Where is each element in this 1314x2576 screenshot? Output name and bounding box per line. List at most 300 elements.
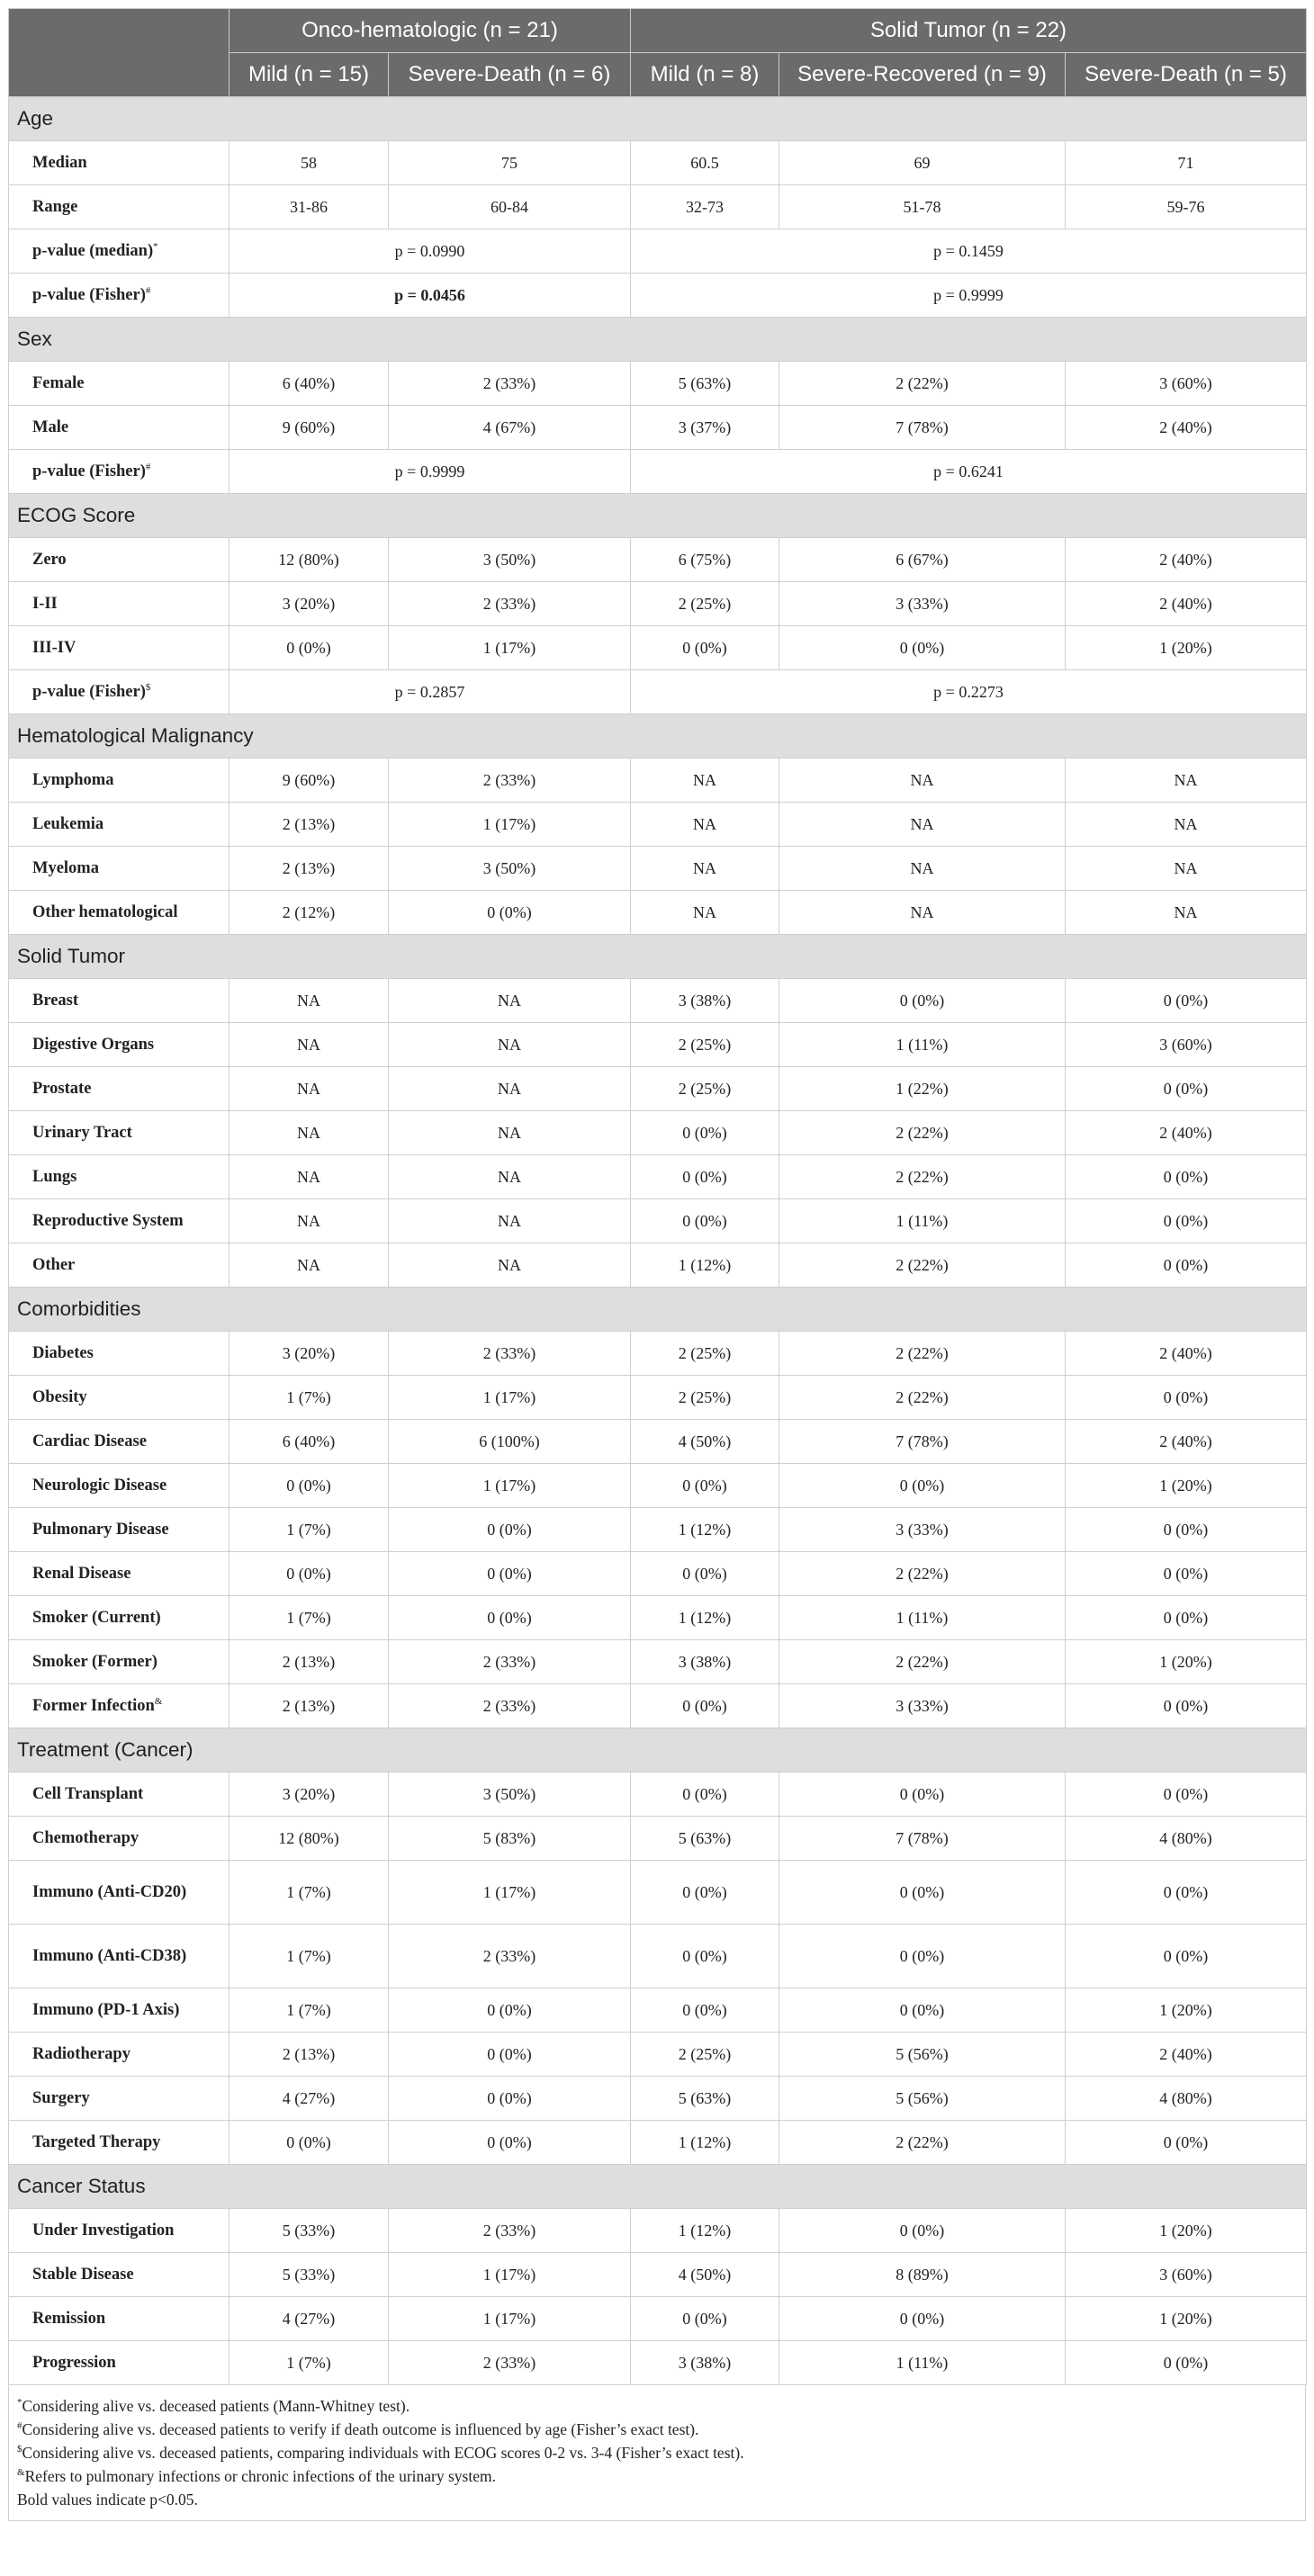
column-header: Severe-Death (n = 5) <box>1066 53 1307 97</box>
table-cell: 2 (33%) <box>389 2341 631 2385</box>
table-cell: 0 (0%) <box>1066 979 1307 1023</box>
row-label-text: Immuno (Anti-CD20) <box>32 1882 187 1901</box>
row-label <box>9 582 230 626</box>
table-cell: 3 (50%) <box>389 538 631 582</box>
row-label-text: Renal Disease <box>32 1564 131 1583</box>
table-cell: 0 (0%) <box>1066 1067 1307 1111</box>
table-cell: 6 (40%) <box>230 1420 389 1464</box>
row-label <box>9 229 230 274</box>
table-cell: 0 (0%) <box>1066 1773 1307 1817</box>
table-cell: 3 (37%) <box>631 406 779 450</box>
table-cell: 2 (22%) <box>779 2121 1066 2165</box>
table-row <box>9 1773 1307 1817</box>
table-cell: 1 (20%) <box>1066 2297 1307 2341</box>
row-label <box>9 185 230 229</box>
table-cell: 0 (0%) <box>779 2209 1066 2253</box>
table-cell: 5 (63%) <box>631 1817 779 1861</box>
row-label-text: Male <box>32 417 69 436</box>
table-cell: 2 (33%) <box>389 582 631 626</box>
table-cell: 2 (22%) <box>779 1243 1066 1288</box>
table-row <box>9 406 1307 450</box>
table-cell: 1 (7%) <box>230 1376 389 1420</box>
row-label <box>9 1988 230 2033</box>
table-cell: 2 (40%) <box>1066 1111 1307 1155</box>
table-row <box>9 2209 1307 2253</box>
table-cell: 3 (60%) <box>1066 2253 1307 2297</box>
row-label-text: Former Infection <box>32 1696 155 1715</box>
row-label <box>9 450 230 494</box>
data-table-container <box>8 8 1306 2521</box>
corner-cell <box>9 9 230 97</box>
table-cell: 2 (25%) <box>631 1067 779 1111</box>
table-cell: 1 (11%) <box>779 2341 1066 2385</box>
table-cell: 1 (12%) <box>631 2121 779 2165</box>
table-cell: 0 (0%) <box>631 1861 779 1925</box>
table-cell: 1 (7%) <box>230 1925 389 1988</box>
pvalue-solid: p = 0.2273 <box>631 670 1307 714</box>
table-cell: 1 (20%) <box>1066 2209 1307 2253</box>
table-cell: 2 (40%) <box>1066 538 1307 582</box>
row-label-text: p-value (Fisher) <box>32 462 146 480</box>
table-row <box>9 891 1307 935</box>
footnote-marker: & <box>17 2467 25 2479</box>
table-cell: 1 (11%) <box>779 1199 1066 1243</box>
table-cell: 2 (13%) <box>230 1684 389 1728</box>
table-row <box>9 1684 1307 1728</box>
row-label <box>9 1640 230 1684</box>
footnote-marker: * <box>153 240 158 252</box>
section-header-row <box>9 1728 1307 1773</box>
table-row <box>9 1067 1307 1111</box>
table-cell: 3 (38%) <box>631 1640 779 1684</box>
table-row <box>9 1464 1307 1508</box>
table-cell: 60-84 <box>389 185 631 229</box>
table-cell: 3 (50%) <box>389 1773 631 1817</box>
table-cell: 3 (38%) <box>631 979 779 1023</box>
table-cell: 6 (67%) <box>779 538 1066 582</box>
table-cell: 1 (7%) <box>230 1988 389 2033</box>
pvalue-onco: p = 0.0456 <box>230 274 631 318</box>
row-label-text: Lymphoma <box>32 770 114 789</box>
table-cell: 7 (78%) <box>779 1420 1066 1464</box>
row-label <box>9 1817 230 1861</box>
row-label-text: Other <box>32 1255 76 1274</box>
pvalue-solid: p = 0.1459 <box>631 229 1307 274</box>
row-label-text: Chemotherapy <box>32 1828 140 1847</box>
table-cell: 1 (7%) <box>230 1861 389 1925</box>
row-label-text: Female <box>32 373 85 392</box>
table-cell: 1 (20%) <box>1066 626 1307 670</box>
table-cell: 0 (0%) <box>631 626 779 670</box>
table-cell: 3 (20%) <box>230 1332 389 1376</box>
table-cell: 12 (80%) <box>230 538 389 582</box>
row-label <box>9 1111 230 1155</box>
table-cell: 2 (13%) <box>230 803 389 847</box>
table-cell: 0 (0%) <box>389 891 631 935</box>
row-label <box>9 758 230 803</box>
row-label-text: Range <box>32 197 78 216</box>
table-cell: NA <box>1066 758 1307 803</box>
table-cell: 1 (7%) <box>230 2341 389 2385</box>
table-cell: 2 (22%) <box>779 1111 1066 1155</box>
row-label-text: Obesity <box>32 1387 87 1406</box>
table-cell: 2 (25%) <box>631 1023 779 1067</box>
section-title: Treatment (Cancer) <box>9 1728 1307 1773</box>
row-label <box>9 362 230 406</box>
table-cell: 0 (0%) <box>389 2077 631 2121</box>
group-header-solid: Solid Tumor (n = 22) <box>631 9 1307 53</box>
table-cell: 2 (13%) <box>230 2033 389 2077</box>
table-row <box>9 1111 1307 1155</box>
row-label-text: Immuno (Anti-CD38) <box>32 1946 187 1965</box>
row-label-text: Targeted Therapy <box>32 2132 161 2151</box>
row-label <box>9 1684 230 1728</box>
section-header-row <box>9 2165 1307 2209</box>
row-label <box>9 2209 230 2253</box>
table-cell: 0 (0%) <box>779 1988 1066 2033</box>
table-cell: 4 (27%) <box>230 2077 389 2121</box>
table-cell: 0 (0%) <box>389 1988 631 2033</box>
section-title: Age <box>9 97 1307 141</box>
table-cell: 0 (0%) <box>631 1111 779 1155</box>
row-label-text: p-value (median) <box>32 241 154 260</box>
row-label-text: Diabetes <box>32 1343 94 1362</box>
table-cell: 3 (33%) <box>779 1508 1066 1552</box>
table-row <box>9 538 1307 582</box>
table-cell: 4 (50%) <box>631 1420 779 1464</box>
section-title: Hematological Malignancy <box>9 714 1307 758</box>
table-cell: 2 (25%) <box>631 582 779 626</box>
table-cell: 3 (38%) <box>631 2341 779 2385</box>
table-cell: NA <box>1066 847 1307 891</box>
table-row <box>9 2341 1307 2385</box>
section-header-row <box>9 318 1307 362</box>
table-cell: NA <box>631 758 779 803</box>
row-label-text: Myeloma <box>32 858 99 877</box>
table-cell: 0 (0%) <box>1066 1376 1307 1420</box>
table-cell: 6 (40%) <box>230 362 389 406</box>
table-cell: NA <box>779 803 1066 847</box>
row-label-text: Lungs <box>32 1167 77 1186</box>
table-row <box>9 1988 1307 2033</box>
table-row <box>9 141 1307 185</box>
row-label-text: Progression <box>32 2353 116 2372</box>
row-label-text: Remission <box>32 2309 106 2328</box>
table-cell: 2 (40%) <box>1066 406 1307 450</box>
pvalue-row <box>9 274 1307 318</box>
table-cell: 0 (0%) <box>779 1773 1066 1817</box>
table-cell: 1 (17%) <box>389 1861 631 1925</box>
table-row <box>9 1596 1307 1640</box>
table-cell: NA <box>389 1199 631 1243</box>
table-cell: 7 (78%) <box>779 1817 1066 1861</box>
row-label <box>9 1464 230 1508</box>
column-header: Severe-Recovered (n = 9) <box>779 53 1066 97</box>
table-cell: 1 (11%) <box>779 1023 1066 1067</box>
table-cell: 2 (22%) <box>779 1552 1066 1596</box>
table-cell: NA <box>779 758 1066 803</box>
table-cell: 0 (0%) <box>779 2297 1066 2341</box>
section-title: Sex <box>9 318 1307 362</box>
footnote-marker: * <box>17 2397 22 2409</box>
table-cell: 0 (0%) <box>230 1552 389 1596</box>
table-cell: NA <box>230 1155 389 1199</box>
pvalue-row <box>9 670 1307 714</box>
table-cell: 69 <box>779 141 1066 185</box>
row-label-text: Cardiac Disease <box>32 1432 147 1450</box>
table-cell: 2 (40%) <box>1066 1420 1307 1464</box>
table-cell: 0 (0%) <box>1066 1552 1307 1596</box>
table-cell: 0 (0%) <box>631 1988 779 2033</box>
row-label <box>9 1023 230 1067</box>
footnote-text: Bold values indicate p<0.05. <box>17 2491 198 2509</box>
group-header-row <box>9 9 1307 53</box>
row-label <box>9 1861 230 1925</box>
section-header-row <box>9 1288 1307 1332</box>
table-cell: 3 (33%) <box>779 582 1066 626</box>
table-cell: 3 (20%) <box>230 582 389 626</box>
table-cell: 0 (0%) <box>779 626 1066 670</box>
table-row <box>9 2253 1307 2297</box>
table-row <box>9 1332 1307 1376</box>
row-label-text: Zero <box>32 550 67 569</box>
pvalue-row <box>9 229 1307 274</box>
table-row <box>9 1640 1307 1684</box>
table-cell: 5 (56%) <box>779 2033 1066 2077</box>
footnote-marker: $ <box>17 2444 22 2455</box>
table-cell: 2 (33%) <box>389 1640 631 1684</box>
row-label <box>9 1199 230 1243</box>
table-cell: 0 (0%) <box>230 2121 389 2165</box>
row-label <box>9 274 230 318</box>
row-label <box>9 803 230 847</box>
table-cell: 0 (0%) <box>779 1464 1066 1508</box>
table-cell: 1 (12%) <box>631 2209 779 2253</box>
row-label <box>9 1420 230 1464</box>
table-cell: NA <box>230 1243 389 1288</box>
table-cell: 1 (20%) <box>1066 1640 1307 1684</box>
table-cell: 0 (0%) <box>1066 1508 1307 1552</box>
table-cell: 2 (40%) <box>1066 582 1307 626</box>
pvalue-row <box>9 450 1307 494</box>
footnote-line <box>17 2418 1297 2441</box>
table-cell: NA <box>779 891 1066 935</box>
table-row <box>9 1420 1307 1464</box>
table-cell: 4 (80%) <box>1066 1817 1307 1861</box>
footnote-line <box>17 2441 1297 2464</box>
table-row <box>9 1023 1307 1067</box>
table-cell: 2 (13%) <box>230 1640 389 1684</box>
row-label-text: Median <box>32 153 87 172</box>
table-cell: 0 (0%) <box>631 1552 779 1596</box>
table-cell: 4 (27%) <box>230 2297 389 2341</box>
section-header-row <box>9 935 1307 979</box>
row-label-text: Immuno (PD-1 Axis) <box>32 2000 180 2019</box>
table-cell: 5 (33%) <box>230 2253 389 2297</box>
table-cell: 60.5 <box>631 141 779 185</box>
table-row <box>9 1925 1307 1988</box>
table-cell: 0 (0%) <box>1066 2121 1307 2165</box>
table-cell: 2 (33%) <box>389 1684 631 1728</box>
row-label-text: Smoker (Former) <box>32 1652 158 1671</box>
table-body <box>9 97 1307 2385</box>
table-cell: 0 (0%) <box>230 1464 389 1508</box>
table-cell: 4 (50%) <box>631 2253 779 2297</box>
row-label-text: Surgery <box>32 2088 90 2107</box>
table-row <box>9 2033 1307 2077</box>
table-cell: 3 (33%) <box>779 1684 1066 1728</box>
row-label <box>9 2297 230 2341</box>
table-cell: 6 (75%) <box>631 538 779 582</box>
table-cell: 1 (7%) <box>230 1596 389 1640</box>
table-cell: 2 (22%) <box>779 1640 1066 1684</box>
table-row <box>9 803 1307 847</box>
table-cell: 1 (20%) <box>1066 1464 1307 1508</box>
table-row <box>9 1861 1307 1925</box>
footnote-line <box>17 2488 1297 2511</box>
footnote-text: Considering alive vs. deceased patients to verify if death outcome is influenced by age (Fisher’s exact test). <box>22 2420 699 2438</box>
row-label-text: Other hematological <box>32 902 178 921</box>
table-cell: NA <box>389 1023 631 1067</box>
table-cell: 0 (0%) <box>1066 1596 1307 1640</box>
table-cell: 5 (56%) <box>779 2077 1066 2121</box>
table-cell: NA <box>779 847 1066 891</box>
table-cell: 0 (0%) <box>631 1925 779 1988</box>
row-label-text: Cell Transplant <box>32 1784 144 1803</box>
table-cell: 9 (60%) <box>230 406 389 450</box>
table-cell: 2 (13%) <box>230 847 389 891</box>
row-label <box>9 406 230 450</box>
table-cell: 0 (0%) <box>631 1684 779 1728</box>
table-cell: 75 <box>389 141 631 185</box>
row-label <box>9 141 230 185</box>
table-row <box>9 626 1307 670</box>
table-row <box>9 847 1307 891</box>
table-row <box>9 1817 1307 1861</box>
table-cell: 9 (60%) <box>230 758 389 803</box>
table-cell: 0 (0%) <box>779 1861 1066 1925</box>
table-cell: 8 (89%) <box>779 2253 1066 2297</box>
table-cell: 2 (40%) <box>1066 1332 1307 1376</box>
table-row <box>9 2297 1307 2341</box>
row-label <box>9 2033 230 2077</box>
row-label-text: I-II <box>32 594 58 613</box>
group-header-onco: Onco-hematologic (n = 21) <box>230 9 631 53</box>
table-cell: 1 (17%) <box>389 2297 631 2341</box>
table-cell: 2 (33%) <box>389 2209 631 2253</box>
table-cell: 2 (12%) <box>230 891 389 935</box>
table-cell: 6 (100%) <box>389 1420 631 1464</box>
footnote-text: Refers to pulmonary infections or chronic infections of the urinary system. <box>24 2467 496 2485</box>
table-cell: 2 (33%) <box>389 1332 631 1376</box>
row-label-text: Stable Disease <box>32 2265 134 2284</box>
table-cell: 2 (22%) <box>779 1155 1066 1199</box>
table-row <box>9 1199 1307 1243</box>
table-cell: 0 (0%) <box>389 2033 631 2077</box>
row-label <box>9 1376 230 1420</box>
row-label <box>9 1596 230 1640</box>
table-row <box>9 979 1307 1023</box>
table-cell: 5 (33%) <box>230 2209 389 2253</box>
row-label-text: III-IV <box>32 638 76 657</box>
table-row <box>9 185 1307 229</box>
section-title: Solid Tumor <box>9 935 1307 979</box>
table-cell: NA <box>631 891 779 935</box>
table-cell: NA <box>389 1155 631 1199</box>
table-cell: 1 (20%) <box>1066 1988 1307 2033</box>
table-cell: NA <box>389 1067 631 1111</box>
table-cell: 1 (17%) <box>389 2253 631 2297</box>
table-cell: 58 <box>230 141 389 185</box>
table-cell: 1 (12%) <box>631 1596 779 1640</box>
row-label <box>9 1067 230 1111</box>
pvalue-onco: p = 0.9999 <box>230 450 631 494</box>
table-cell: 0 (0%) <box>389 1508 631 1552</box>
table-cell: NA <box>389 1243 631 1288</box>
table-cell: 2 (25%) <box>631 1376 779 1420</box>
table-cell: 0 (0%) <box>389 1552 631 1596</box>
table-cell: 0 (0%) <box>779 1925 1066 1988</box>
table-cell: 2 (25%) <box>631 1332 779 1376</box>
table-cell: 0 (0%) <box>1066 1684 1307 1728</box>
table-cell: 1 (7%) <box>230 1508 389 1552</box>
footnote-marker: & <box>154 1695 163 1707</box>
table-cell: 1 (17%) <box>389 1464 631 1508</box>
table-cell: NA <box>230 1067 389 1111</box>
cohort-characteristics-table <box>8 8 1307 2385</box>
table-cell: 1 (17%) <box>389 803 631 847</box>
section-header-row <box>9 494 1307 538</box>
table-cell: 4 (67%) <box>389 406 631 450</box>
table-row <box>9 1243 1307 1288</box>
row-label <box>9 979 230 1023</box>
column-header: Mild (n = 8) <box>631 53 779 97</box>
row-label-text: Leukemia <box>32 814 104 833</box>
row-label <box>9 1552 230 1596</box>
footnotes <box>8 2385 1306 2521</box>
footnote-line <box>17 2464 1297 2488</box>
table-cell: 2 (22%) <box>779 1332 1066 1376</box>
row-label-text: Under Investigation <box>32 2221 175 2239</box>
row-label <box>9 626 230 670</box>
table-cell: NA <box>631 803 779 847</box>
row-label-text: p-value (Fisher) <box>32 285 146 304</box>
row-label-text: Reproductive System <box>32 1211 184 1230</box>
table-cell: NA <box>1066 891 1307 935</box>
table-cell: 0 (0%) <box>631 1773 779 1817</box>
table-cell: 5 (63%) <box>631 362 779 406</box>
table-cell: NA <box>230 1199 389 1243</box>
table-cell: NA <box>389 979 631 1023</box>
footnote-text: Considering alive vs. deceased patients, comparing individuals with ECOG scores 0-2 vs. 3-4 (Fisher’s exact test). <box>22 2444 744 2462</box>
table-cell: 0 (0%) <box>1066 1155 1307 1199</box>
table-row <box>9 1376 1307 1420</box>
table-cell: NA <box>230 979 389 1023</box>
footnote-marker: # <box>145 461 151 472</box>
row-label <box>9 1243 230 1288</box>
section-header-row <box>9 714 1307 758</box>
table-cell: 2 (22%) <box>779 1376 1066 1420</box>
table-cell: 5 (83%) <box>389 1817 631 1861</box>
footnote-text: Considering alive vs. deceased patients (Mann-Whitney test). <box>22 2397 410 2415</box>
section-header-row <box>9 97 1307 141</box>
row-label <box>9 1773 230 1817</box>
table-cell: 0 (0%) <box>631 2297 779 2341</box>
table-cell: 0 (0%) <box>631 1155 779 1199</box>
row-label-text: Prostate <box>32 1079 92 1098</box>
row-label <box>9 1155 230 1199</box>
row-label-text: Breast <box>32 991 79 1010</box>
